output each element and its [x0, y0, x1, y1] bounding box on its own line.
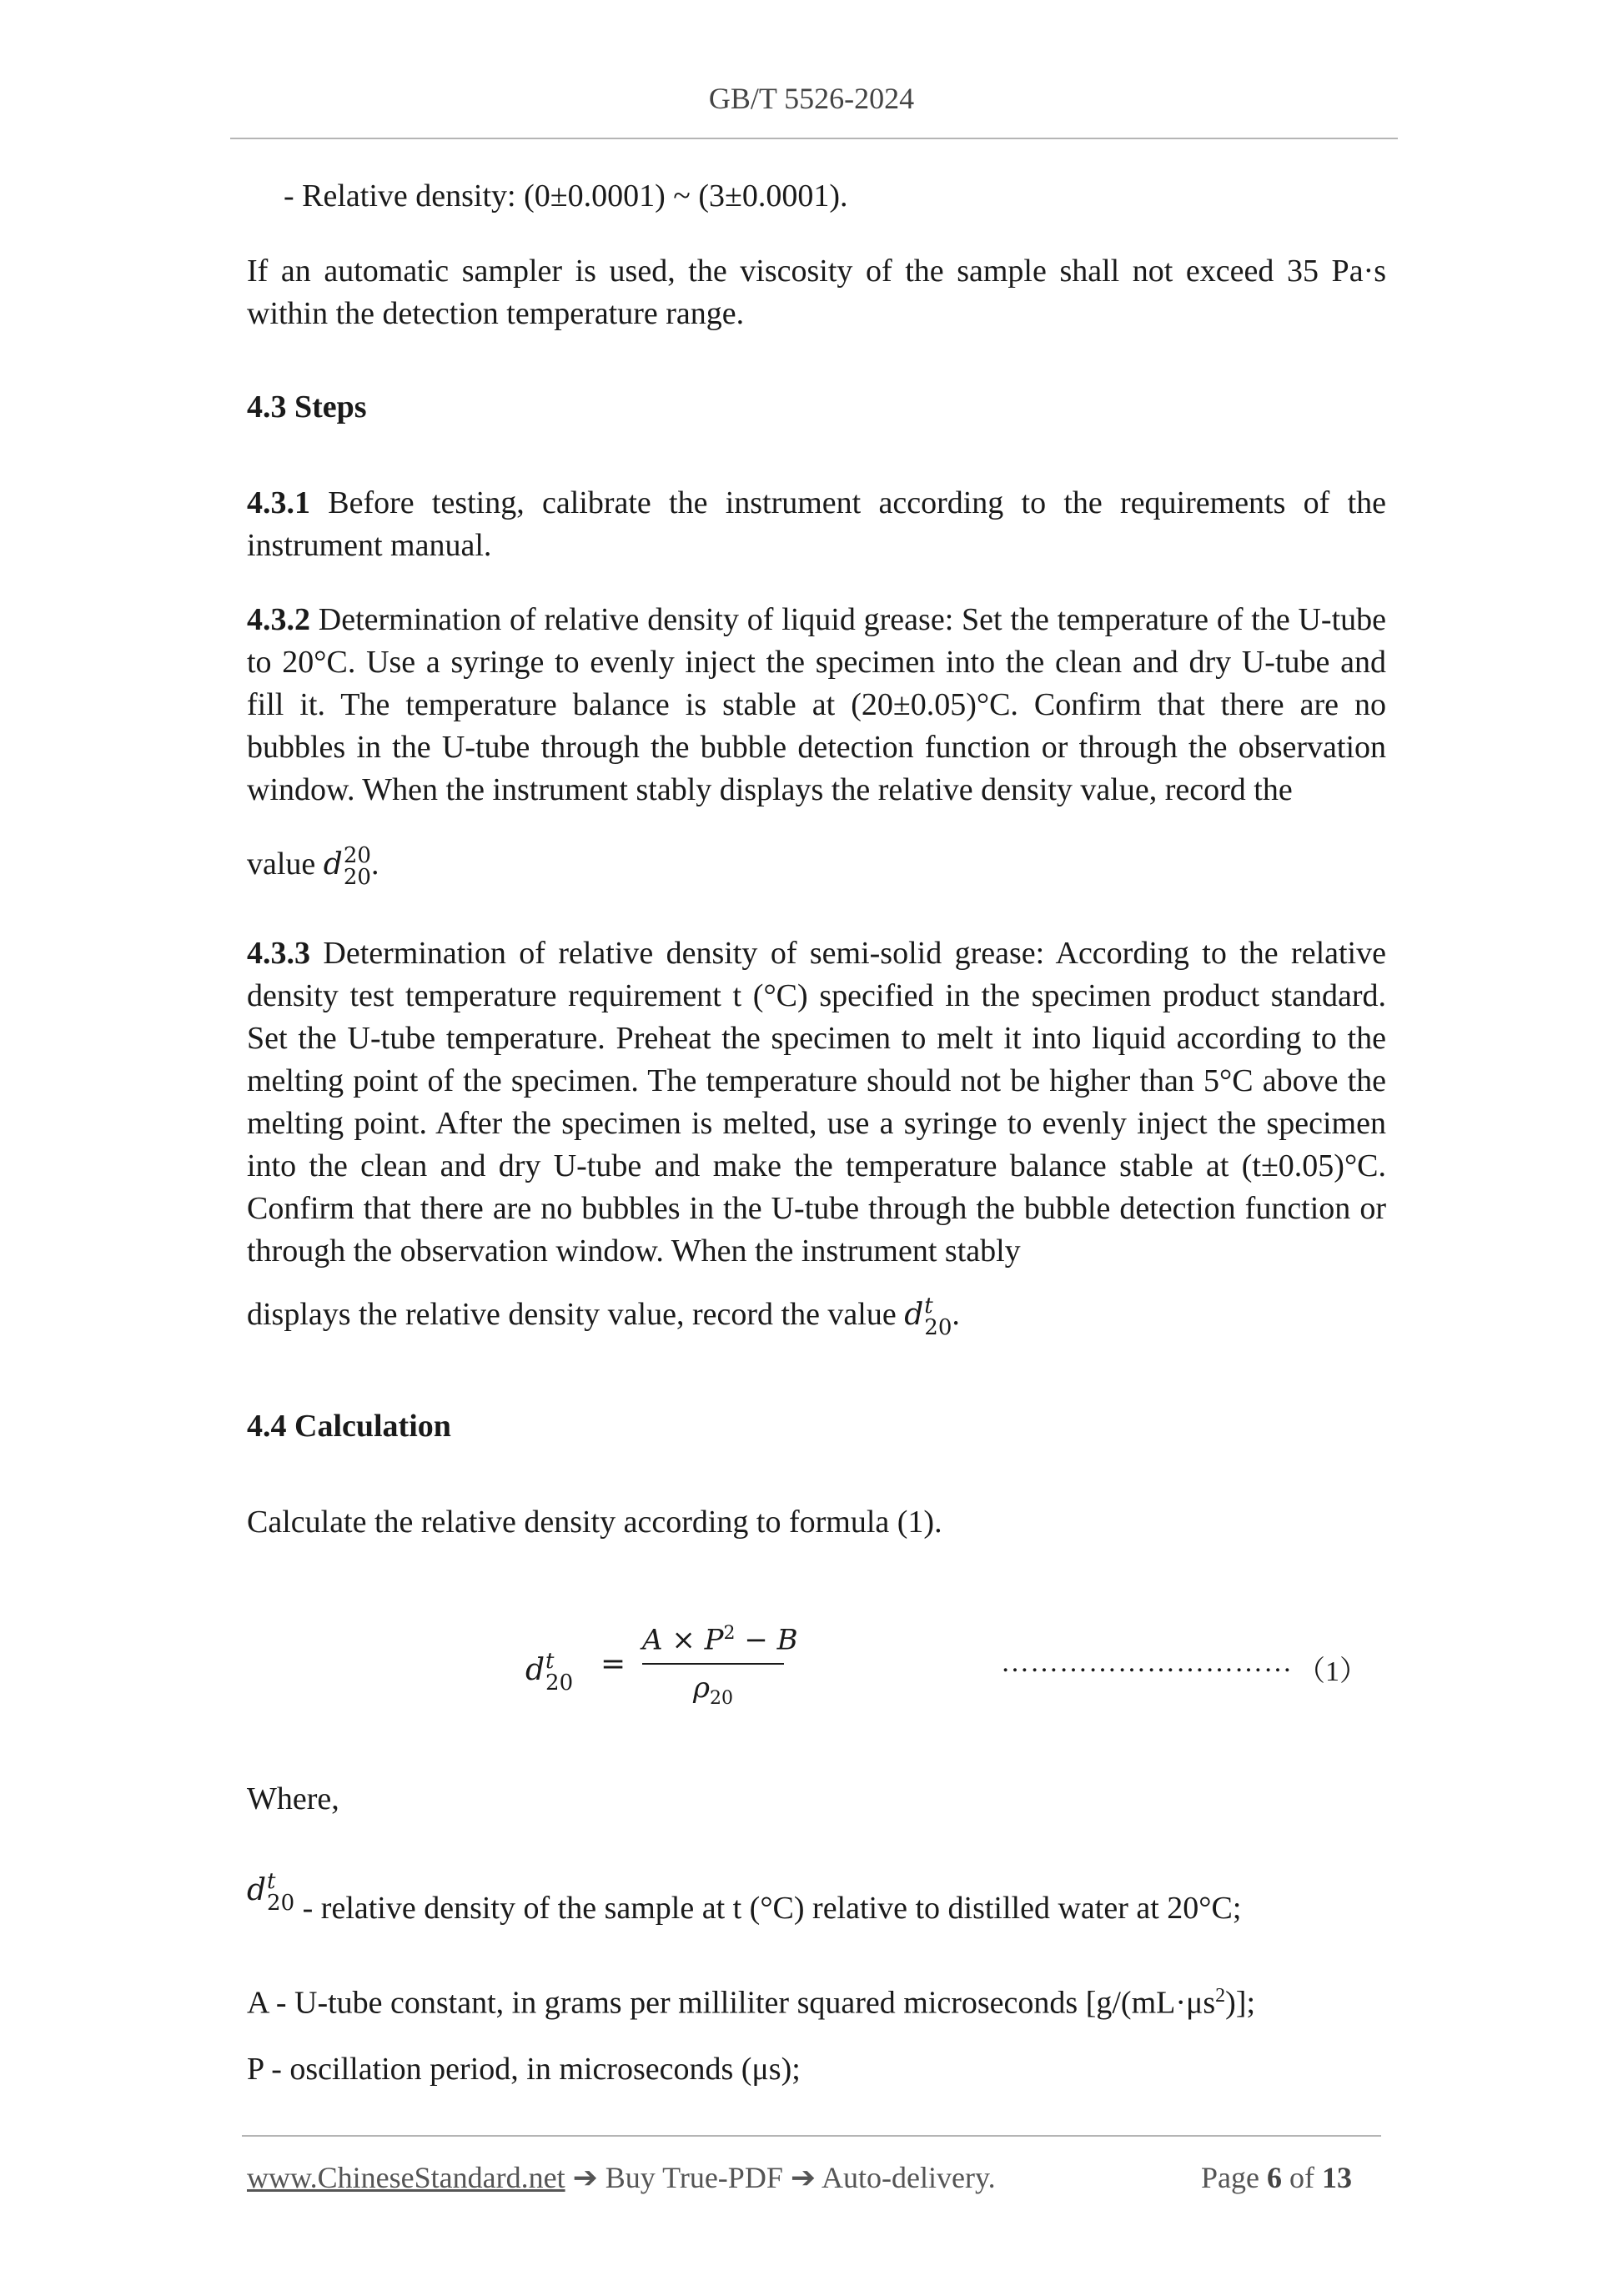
formula-equals: =	[600, 1647, 626, 1681]
standard-number-header: GB/T 5526-2024	[708, 82, 915, 115]
formula-numerator: $A \times P^2 - B$	[642, 1623, 798, 1657]
formula-leader-dots: …………………………	[1001, 1647, 1293, 1678]
step-4-3-1-number: 4.3.1	[247, 485, 310, 520]
page-indicator: Page 6 of 13	[1201, 2161, 1352, 2194]
calculation-heading: 4.4 Calculation	[247, 1409, 451, 1444]
footer-promo	[247, 2160, 996, 2195]
step-4-3-1-text: Before testing, calibrate the instrument according to the requirements of the instrument manual.	[247, 485, 1386, 563]
step-4-3-3-value-line: displays the relative density value, record the value d t 20 .	[247, 1293, 960, 1340]
step-4-3-2-number: 4.3.2	[247, 602, 310, 637]
step-4-3-3-text: Determination of relative density of semi-solid grease: According to the relative density test temperature requirement t (°C) specified in the specimen product standard. Set the U-tube temperature. Preheat the specimen to melt it into liquid according to the melting point of the specimen. The temperature should not be higher than 5°C above the melting point. After the specimen is melted, use a syringe to evenly inject the specimen into the clean and dry U-tube and make the temperature balance stable at (t±0.05)°C. Confirm that there are no bubbles in the U-tube through the bubble detection function or through the observation window. When the instrument stably	[247, 936, 1386, 1269]
step-4-3-2	[247, 599, 1386, 811]
step-4-3-2-value-line: value d 20 20 .	[247, 842, 379, 890]
step-4-3-2-value-label: value	[247, 847, 324, 882]
steps-heading: 4.3 Steps	[247, 389, 367, 425]
where-dt-20-symbol: d t 20	[247, 1868, 295, 1916]
total-pages: 13	[1321, 2161, 1352, 2194]
step-4-3-3-number: 4.3.3	[247, 936, 310, 971]
bullet-range: - Relative density: (0±0.0001) ~ (3±0.0001).	[284, 178, 848, 214]
where-A-line: A - U-tube constant, in grams per milliliter squared microseconds $[g/(mL\cdot\mu s^2)]$;	[247, 1985, 1256, 2021]
formula-denominator: $\rho_{20}$	[693, 1671, 733, 1710]
step-4-3-1	[247, 482, 1386, 567]
where-P-line: P - oscillation period, in microseconds (μs);	[247, 2052, 801, 2087]
formula-fraction	[642, 1614, 798, 1719]
dt-20-symbol: d t 20	[904, 1293, 952, 1340]
step-4-3-3	[247, 932, 1386, 1273]
step-4-3-3-value-label: displays the relative density value, record the value	[247, 1297, 905, 1332]
formula-number: （1）	[1297, 1656, 1368, 1687]
site-link[interactable]: www.ChineseStandard.net	[247, 2161, 565, 2194]
current-page: 6	[1266, 2161, 1282, 2194]
formula-lhs: d t 20	[525, 1649, 574, 1696]
where-d-description: - relative density of the sample at t (°C) relative to distilled water at 20°C;	[294, 1891, 1242, 1926]
step-4-3-2-text: Determination of relative density of liquid grease: Set the temperature of the U-tube to 20°C. Use a syringe to evenly inject the specimen into the clean and dry U-tube and fill it. The temperature balance is stable at (20±0.05)°C. Confirm that there are no bubbles in the U-tube through the bubble detection function or through the observation window. When the instrument stably displays the relative density value, record the	[247, 602, 1386, 807]
where-d-line	[247, 1868, 1386, 1932]
d20-20-symbol: d 20 20	[323, 842, 371, 890]
sampler-note: If an automatic sampler is used, the viscosity of the sample shall not exceed 35 Pa·s within the detection temperature range.	[247, 254, 1386, 331]
footer-promo-text: ➔ Buy True-PDF ➔ Auto-delivery.	[565, 2161, 996, 2194]
header-rule	[230, 138, 1398, 139]
where-label: Where,	[247, 1781, 339, 1816]
fraction-bar	[642, 1663, 784, 1665]
footer-rule	[242, 2135, 1381, 2137]
formula-1	[525, 1614, 859, 1731]
calculation-intro: Calculate the relative density according to formula (1).	[247, 1505, 942, 1540]
